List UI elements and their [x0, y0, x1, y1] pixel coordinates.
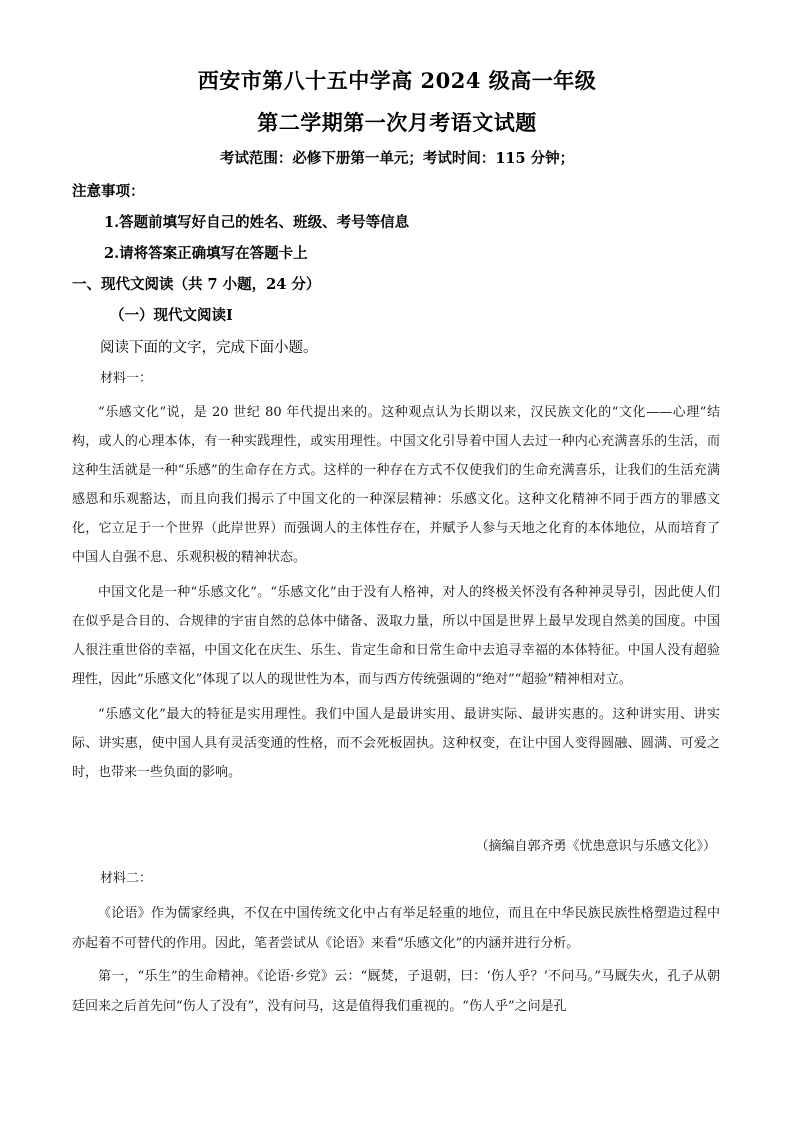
- material-2-body: [72, 899, 720, 1022]
- exam-title-line2: 第二学期第一次月考语文试题: [257, 110, 537, 135]
- reading-instruction: 阅读下面的文字，完成下面小题。: [100, 340, 318, 356]
- material-1-body: [72, 398, 720, 787]
- notice-item-2: 2.请将答案正确填写在答题卡上: [104, 245, 308, 262]
- exam-scope-time: 考试范围：必修下册第一单元；考试时间：115 分钟；: [219, 150, 575, 167]
- material-1-paragraph: 中国文化是一种“乐感文化”。“乐感文化”由于没有人格神，对人的终极关怀没有各种神灵导引，因此使人们在似乎是合目的、合规律的宇宙自然的总体中储备、汲取力量，所以中国是世界上最早发现自然美的国度。中国人很注重世俗的幸福，中国文化在庆生、乐生、肯定生命和日常生命中去追寻幸福的本体特征。中国人没有超验理性，因此“乐感文化”体现了以人的现世性为本，而与西方传统强调的“绝对”“超验”精神相对立。: [72, 585, 720, 687]
- exam-title-line1: 西安市第八十五中学高 2024 级高一年级: [197, 68, 597, 93]
- material-2-label: 材料二：: [100, 871, 153, 886]
- material-2-paragraph: 第一，“乐生”的生命精神。《论语·乡党》云：“厩焚，子退朝，曰：‘伤人乎？’不问马。”马厩失火，孔子从朝廷回来之后首先问“伤人了没有”，没有问马，这是值得我们重视的。“伤人乎”之问是孔: [72, 969, 720, 1014]
- notice-item-1: 1.答题前填写好自己的姓名、班级、考号等信息: [104, 214, 410, 231]
- material-1-label: 材料一：: [100, 371, 153, 386]
- material-1-paragraph: “乐感文化”说，是 20 世纪 80 年代提出来的。这种观点认为长期以来，汉民族文化的“文化——心理”结构，或人的心理本体，有一种实践理性，或实用理性。中国文化引导着中国人去过一种内心充满喜乐的生活，而这种生活就是一种“乐感”的生命存在方式。这样的一种存在方式不仅使我们的生命充满喜乐，让我们的生活充满感恩和乐观豁达，而且向我们揭示了中国文化的一种深层精神：乐感文化。这种文化精神不同于西方的罪感文化，它立足于一个世界（此岸世界）而强调人的主体性存在，并赋予人参与天地之化育的本体地位，从而培育了中国人自强不息、乐观积极的精神状态。: [72, 405, 720, 565]
- material-1-source: （摘编自郭齐勇《忧患意识与乐感文化》）: [475, 839, 716, 854]
- material-2-paragraph: 《论语》作为儒家经典，不仅在中国传统文化中占有举足轻重的地位，而且在中华民族民族性格塑造过程中亦起着不可替代的作用。因此，笔者尝试从《论语》来看“乐感文化”的内涵并进行分析。: [72, 906, 720, 951]
- subsection-heading: （一）现代文阅读Ⅰ: [110, 307, 233, 324]
- notice-heading: 注意事项：: [72, 183, 145, 200]
- section-heading: 一、现代文阅读（共 7 小题，24 分）: [72, 276, 321, 293]
- material-1-paragraph: “乐感文化”最大的特征是实用理性。我们中国人是最讲实用、最讲实际、最讲实惠的。这种讲实用、讲实际、讲实惠，使中国人具有灵活变通的性格，而不会死板固执。这种权变，在让中国人变得圆融、圆满、可爱之时，也带来一些负面的影响。: [72, 707, 720, 780]
